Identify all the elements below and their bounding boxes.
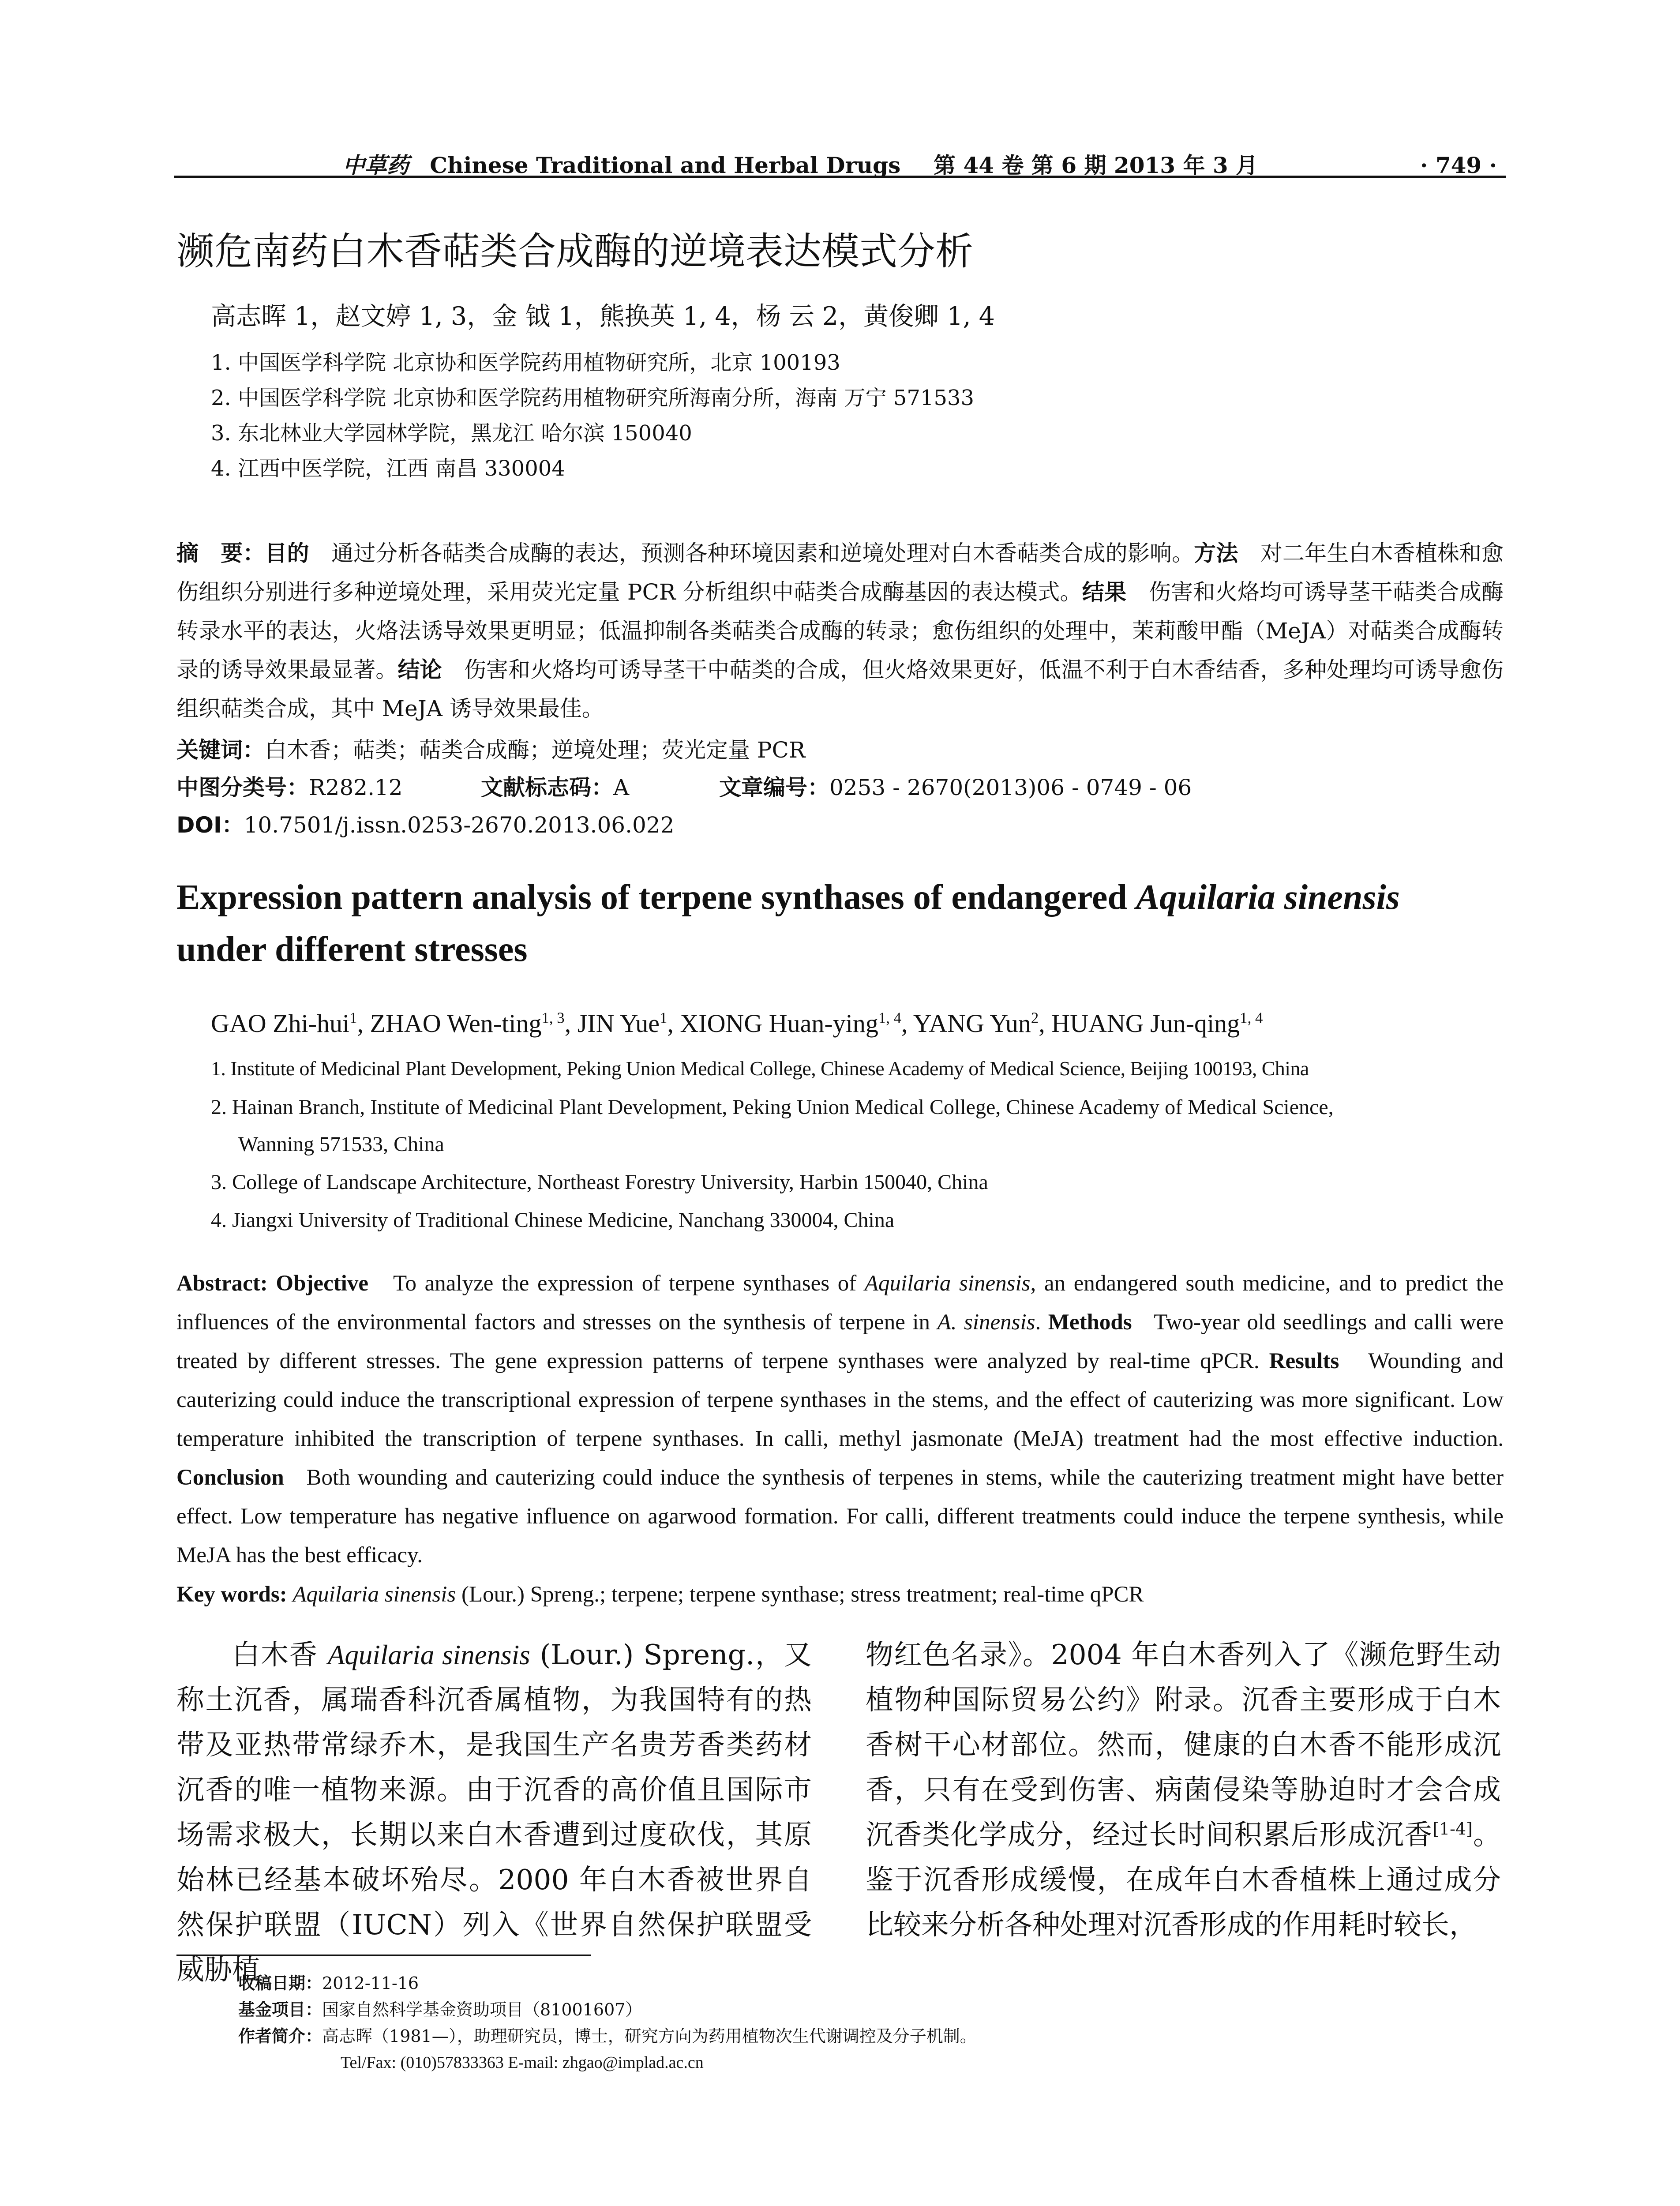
abstract-en-methods-label: Methods [1048,1310,1132,1335]
footnote-received: 收稿日期：2012-11-16 [238,1973,419,1993]
affiliation-cn-2: 2. 中国医学科学院 北京协和医学院药用植物研究所海南分所，海南 万宁 571533 [211,386,975,410]
affiliation-cn-3: 3. 东北林业大学园林学院，黑龙江 哈尔滨 150040 [211,421,692,446]
footnote-contact: Tel/Fax: (010)57833363 E-mail: zhgao@implad.ac.cn [341,2053,704,2072]
article-number-label: 文章编号： [719,775,829,800]
abstract-cn-conclusion-label: 结论 [398,657,442,683]
abstract-cn-conclusion: 伤害和火烙均可诱导茎干中萜类的合成，但火烙效果更好，低温不利于白木香结香，多种处理均可诱导愈伤组织萜类合成，其中 MeJA 诱导效果最佳。 [176,657,1504,721]
clc-label: 中图分类号： [176,775,309,800]
abstract-en-objective-label: Abstract: Objective [176,1271,368,1296]
classification-line [176,770,1192,805]
article-number: 0253 - 2670(2013)06 - 0749 - 06 [829,775,1192,800]
abstract-en-conclusion-label: Conclusion [176,1465,284,1490]
journal-logo-cn: 中草药 [342,152,409,178]
abstract-cn-methods: 对二年生白木香植株和愈伤组织分别进行多种逆境处理，采用荧光定量 PCR 分析组织中萜类合成酶基因的表达模式。 [176,540,1504,605]
abstract-cn-results-label: 结果 [1082,579,1127,605]
keywords-cn-text: 白木香；萜类；萜类合成酶；逆境处理；荧光定量 PCR [265,737,806,763]
keywords-cn [176,732,805,768]
abstract-cn-label: 摘 要： [176,540,265,566]
affiliation-cn-1: 1. 中国医学科学院 北京协和医学院药用植物研究所，北京 100193 [211,350,840,375]
abstract-en-conclusion: Both wounding and cauterizing could induce the synthesis of terpenes in stems, while the cauterizing treatment might have better effect. Low temperature has negative influence on agarwood formation. For calli, different treatments could induce the terpene synthesis, while MeJA has the best efficacy. [176,1465,1504,1568]
authors-cn: 高志晖 1，赵文婷 1, 3，金 钺 1，熊换英 1, 4，杨 云 2，黄俊卿 1, 4 [211,302,995,331]
article-title-en [176,871,1522,975]
abstract-cn-objective-label: 目的 [265,540,309,566]
journal-name-en: Chinese Traditional and Herbal Drugs [430,152,901,178]
abstract-en: Abstract: Objective To analyze the expression of terpene synthases of Aquilaria sinensis, an endangered south medicine, and to predict the influences of the environmental factors and stresses on the synthesis of terpene in A. sinensis. Methods Two-year old seedlings and calli were treated by different stresses. The gene expression patterns of terpene synthases were analyzed by real-time qPCR. Results Wounding and cauterizing could induce the transcriptional expression of terpene synthases in the stems, and the effect of cauterizing was more significant. Low temperature inhibited the transcription of terpene synthases. In calli, methyl jasmonate (MeJA) treatment had the most effective induction. Conclusion Both wounding and cauterizing could induce the synthesis of terpenes in stems, while the cauterizing treatment might have better effect. Low temperature has negative influence on agarwood formation. For calli, different treatments could induce the terpene synthesis, while MeJA has the best efficacy. [176,1271,1504,1568]
keywords-en-label: Key words: [176,1582,287,1607]
affiliation-en-4: 4. Jiangxi University of Traditional Chinese Medicine, Nanchang 330004, China [211,1208,895,1232]
keywords-en [176,1575,1144,1614]
doi-line [176,807,674,843]
footnote-divider [176,1955,591,1956]
citation-ref: [1-4] [1432,1819,1473,1838]
author-en: XIONG Huan-ying [680,1009,878,1038]
abstract-cn-objective: 通过分析各萜类合成酶的表达，预测各种环境因素和逆境处理对白木香萜类合成的影响。 [331,540,1194,566]
abstract-en-results: Wounding and cauterizing could induce the transcriptional expression of terpene synthases in the stems, and the effect of cauterizing was more significant. Low temperature inhibited the transcription of terpene synthases. In calli, methyl jasmonate (MeJA) treatment had the most effective induction. [176,1349,1504,1451]
abstract-cn-results: 伤害和火烙均可诱导茎干萜类合成酶转录水平的表达，火烙法诱导效果更明显；低温抑制各类萜类合成酶的转录；愈伤组织的处理中，茉莉酸甲酯（MeJA）对萜类合成酶转录的诱导效果最显著。 [176,579,1504,683]
clc-code: R282.12 [309,775,403,800]
title-en-species: Aquilaria sinensis [1136,878,1400,917]
affiliation-en-2: 2. Hainan Branch, Institute of Medicinal Plant Development, Peking Union Medical College, Chinese Academy of Medical Science, [211,1095,1334,1119]
title-en-part2: under different stresses [176,930,528,969]
doi-value: 10.7501/j.issn.0253-2670.2013.06.022 [244,812,675,838]
body-species-name: Aquilaria sinensis [327,1639,530,1670]
body-column-left: 白木香 Aquilaria sinensis (Lour.) Spreng.，又称土沉香，属瑞香科沉香属植物，为我国特有的热带及亚热带常绿乔木，是我国生产名贵芳香类药材沉香的唯一植物来源。由于沉香的高价值且国际市场需求极大，长期以来白木香遭到过度砍伐，其原始林已经基本破坏殆尽。2000 年白木香被世界自然保护联盟（IUCN）列入《世界自然保护联盟受威胁植 [176,1639,812,1986]
affiliation-cn-4: 4. 江西中医学院，江西 南昌 330004 [211,456,565,481]
keywords-en-species: Aquilaria sinensis [292,1582,456,1607]
header-journal [174,146,1426,185]
footnote-fund: 基金项目：国家自然科学基金资助项目（81001607） [238,2000,642,2019]
abstract-en-methods: Two-year old seedlings and calli were treated by different stresses. The gene expression patterns of terpene synthases were analyzed by real-time qPCR. [176,1310,1504,1373]
authors-en: GAO Zhi-hui$^1$, ZHAO Wen-ting$^{1, 3}$, JIN Yue$^1$, XIONG Huan-ying$^{1, 4}$, YANG Yun$^2$, HUANG Jun-qing$^{1, 4}$ [211,1009,1263,1038]
running-header [174,146,1506,185]
doc-code-label: 文献标志码： [481,775,613,800]
affiliation-en-1: 1. Institute of Medicinal Plant Development, Peking Union Medical College, Chinese Academy of Medical Science, Beijing 100193, China [211,1057,1309,1080]
keywords-cn-label: 关键词： [176,737,265,763]
doi-label: DOI： [176,812,244,838]
journal-issue: 第 44 卷 第 6 期 2013 年 3 月 [934,152,1258,178]
abstract-en-results-label: Results [1269,1349,1339,1373]
body-column-right: 物红色名录》。2004 年白木香列入了《濒危野生动植物种国际贸易公约》附录。沉香主要形成于白木香树干心材部位。然而，健康的白木香不能形成沉香，只有在受到伤害、病菌侵染等胁迫时才会合成沉香类化学成分，经过长时间积累后形成沉香[1-4]。鉴于沉香形成缓慢，在成年白木香植株上通过成分比较来分析各种处理对沉香形成的作用耗时较长， [866,1639,1501,1941]
author-en: GAO Zhi-hui [211,1009,350,1038]
author-en: JIN Yue [577,1009,660,1038]
abstract-cn [176,534,1504,728]
author-en: HUANG Jun-qing [1051,1009,1240,1038]
header-divider [174,176,1506,178]
page-number: · 749 · [1420,152,1497,178]
article-title-cn: 濒危南药白木香萜类合成酶的逆境表达模式分析 [176,229,973,274]
affiliation-en-2-cont: Wanning 571533, China [238,1133,444,1156]
abstract-en-objective-a: To analyze the expression of terpene synthases of [393,1271,865,1296]
affiliation-en-3: 3. College of Landscape Architecture, Northeast Forestry University, Harbin 150040, China [211,1171,988,1194]
author-en: YANG Yun [913,1009,1031,1038]
keywords-en-text: (Lour.) Spreng.; terpene; terpene synthase; stress treatment; real-time qPCR [456,1582,1144,1607]
title-en-part1: Expression pattern analysis of terpene synthases of endangered [176,878,1136,917]
abstract-cn-methods-label: 方法 [1194,540,1238,566]
footnote-author: 作者简介：高志晖（1981—），助理研究员，博士，研究方向为药用植物次生代谢调控及分子机制。 [238,2026,977,2046]
doc-code: A [613,775,630,800]
author-en: ZHAO Wen-ting [370,1009,542,1038]
